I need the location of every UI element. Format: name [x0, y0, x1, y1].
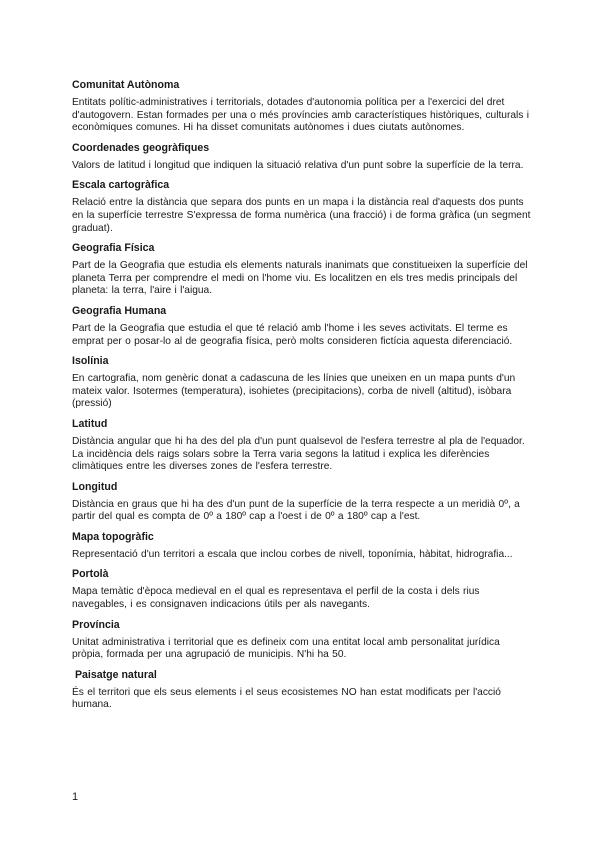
page-number: 1 — [72, 791, 79, 803]
entry-definition: Part de la Geografia que estudia els elements naturals inanimats que constitueixen la superfície del planeta Terra per comprendre el medi on l'home viu. Es localitzen en els tres medis principals del planeta: la terra, l'aire i l'aigua. — [72, 260, 528, 297]
glossary-entry — [72, 141, 532, 173]
glossary-entry — [72, 530, 532, 562]
entry-term: Paisatge natural — [72, 668, 157, 681]
entry-term: Latitud — [72, 417, 108, 430]
entry-definition: Entitats polític-administratives i territorials, dotades d'autonomia política per a l'exercici del dret d'autogovern. Estan formades per una o més províncies amb característiques històriques, culturals i econòmiques comunes. Hi ha disset comunitats autònomes i dues ciutats autònomes. — [72, 97, 529, 134]
glossary-entry — [72, 354, 532, 411]
entry-term: Comunitat Autònoma — [72, 79, 180, 91]
entry-term: Coordenades geogràfiques — [72, 141, 210, 154]
entry-term: Portolà — [72, 568, 109, 581]
glossary-entry — [72, 480, 532, 524]
entry-definition: Distància angular que hi ha des del pla d'un punt qualsevol de l'esfera terrestre al pla de l'equador. La incidència dels raigs solars sobre la Terra varia segons la latitud i explica les diferències climàtiques entre les diverses zones de l'esfera terrestre. — [72, 435, 525, 473]
glossary-entry — [72, 78, 532, 135]
entry-definition: Distància en graus que hi ha des d'un punt de la superfície de la terra respecte a un meridià 0º, a partir del qual es compta de 0º a 180º cap a l'oest i de 0º a 180º cap a l'est. — [72, 498, 520, 523]
entry-term: Província — [72, 618, 120, 631]
entry-term: Longitud — [72, 480, 118, 493]
entry-definition: Unitat administrativa i territorial que es defineix com una entitat local amb personalitat jurídica pròpia, formada per una agrupació de municipis. N'hi ha 50. — [72, 636, 500, 661]
glossary-entry — [72, 178, 532, 235]
glossary-entry — [72, 417, 532, 474]
entry-definition: Valors de latitud i longitud que indiquen la situació relativa d'un punt sobre la superfície de la terra. — [72, 159, 524, 171]
glossary-entry — [72, 567, 532, 611]
entry-term: Geografia Física — [72, 242, 155, 255]
entry-term: Escala cartogràfica — [72, 179, 170, 192]
glossary-entry — [72, 618, 532, 662]
entry-definition: Part de la Geografia que estudia el que té relació amb l'home i les seves activitats. El terme es emprat per o posar-lo al de geografia física, però molts consideren fictícia aquesta diferenciació. — [72, 322, 513, 347]
entry-term: Mapa topogràfic — [72, 530, 154, 543]
entry-definition: És el territori que els seus elements i el seus ecosistemes NO han estat modificats per l'acció humana. — [72, 686, 501, 711]
entry-definition: Mapa temàtic d'època medieval en el qual es representava el perfil de la costa i dels rius navegables, i es consignaven indicacions útils per als navegants. — [72, 586, 480, 611]
glossary-entry — [72, 668, 532, 712]
entry-definition: Representació d'un territori a escala que inclou corbes de nivell, toponímia, hàbitat, hidrografia... — [72, 548, 513, 560]
glossary — [72, 78, 532, 718]
glossary-entry — [72, 304, 532, 348]
entry-term: Geografia Humana — [72, 304, 167, 317]
glossary-entry — [72, 241, 532, 298]
entry-definition: Relació entre la distància que separa dos punts en un mapa i la distància real d'aquests dos punts en la superfície terrestre S'expressa de forma numèrica (una fracció) i de forma gràfica (un segment graduat). — [72, 197, 531, 234]
entry-term: Isolínia — [72, 355, 109, 368]
entry-definition: En cartografia, nom genèric donat a cadascuna de les línies que uneixen en un mapa punts d'un mateix valor. Isotermes (temperatura), isohietes (precipitacions), corba de nivell (altitud), isòbara (pressió) — [72, 373, 516, 410]
